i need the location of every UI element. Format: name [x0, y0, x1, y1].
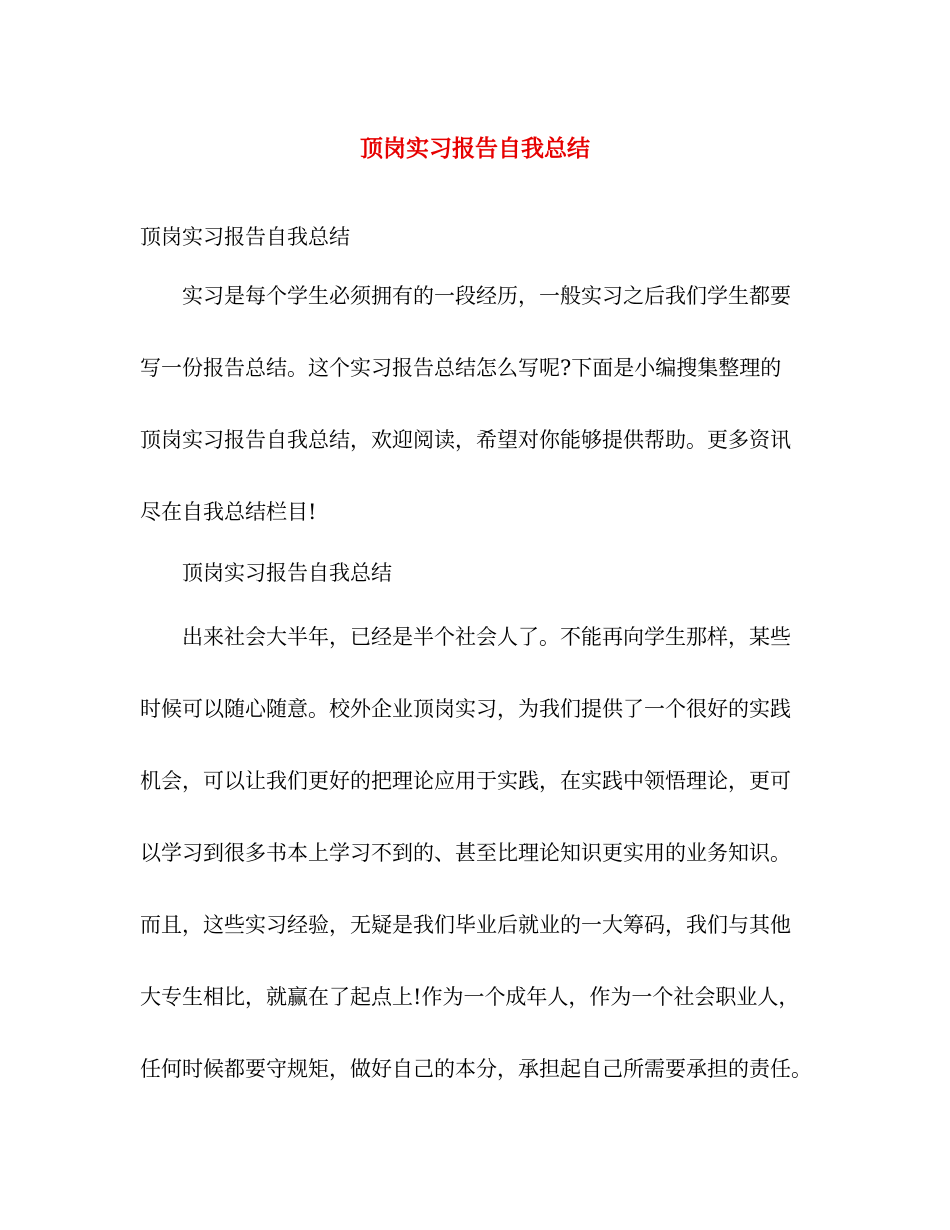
- paragraph-line: 机会，可以让我们更好的把理论应用于实践，在实践中领悟理论，更可: [140, 769, 791, 793]
- paragraph-line: 以学习到很多书本上学习不到的、甚至比理论知识更实用的业务知识。: [140, 841, 791, 865]
- section-heading: 顶岗实习报告自我总结: [182, 561, 392, 585]
- paragraph-line: 写一份报告总结。这个实习报告总结怎么写呢?下面是小编搜集整理的: [140, 356, 782, 380]
- paragraph-line: 顶岗实习报告自我总结，欢迎阅读，希望对你能够提供帮助。更多资讯: [140, 428, 791, 452]
- paragraph-line: 而且，这些实习经验，无疑是我们毕业后就业的一大筹码，我们与其他: [140, 913, 791, 937]
- document-title: 顶岗实习报告自我总结: [360, 135, 590, 162]
- paragraph-line: 时候可以随心随意。校外企业顶岗实习，为我们提供了一个很好的实践: [140, 697, 791, 721]
- paragraph-line: 出来社会大半年，已经是半个社会人了。不能再向学生那样，某些: [182, 625, 791, 649]
- paragraph-line: 任何时候都要守规矩，做好自己的本分，承担起自己所需要承担的责任。: [140, 1057, 812, 1081]
- paragraph-line: 实习是每个学生必须拥有的一段经历，一般实习之后我们学生都要: [182, 284, 791, 308]
- paragraph-line: 尽在自我总结栏目!: [140, 500, 317, 524]
- subheading-line: 顶岗实习报告自我总结: [140, 225, 350, 249]
- paragraph-line: 大专生相比，就赢在了起点上!作为一个成年人，作为一个社会职业人，: [140, 985, 800, 1009]
